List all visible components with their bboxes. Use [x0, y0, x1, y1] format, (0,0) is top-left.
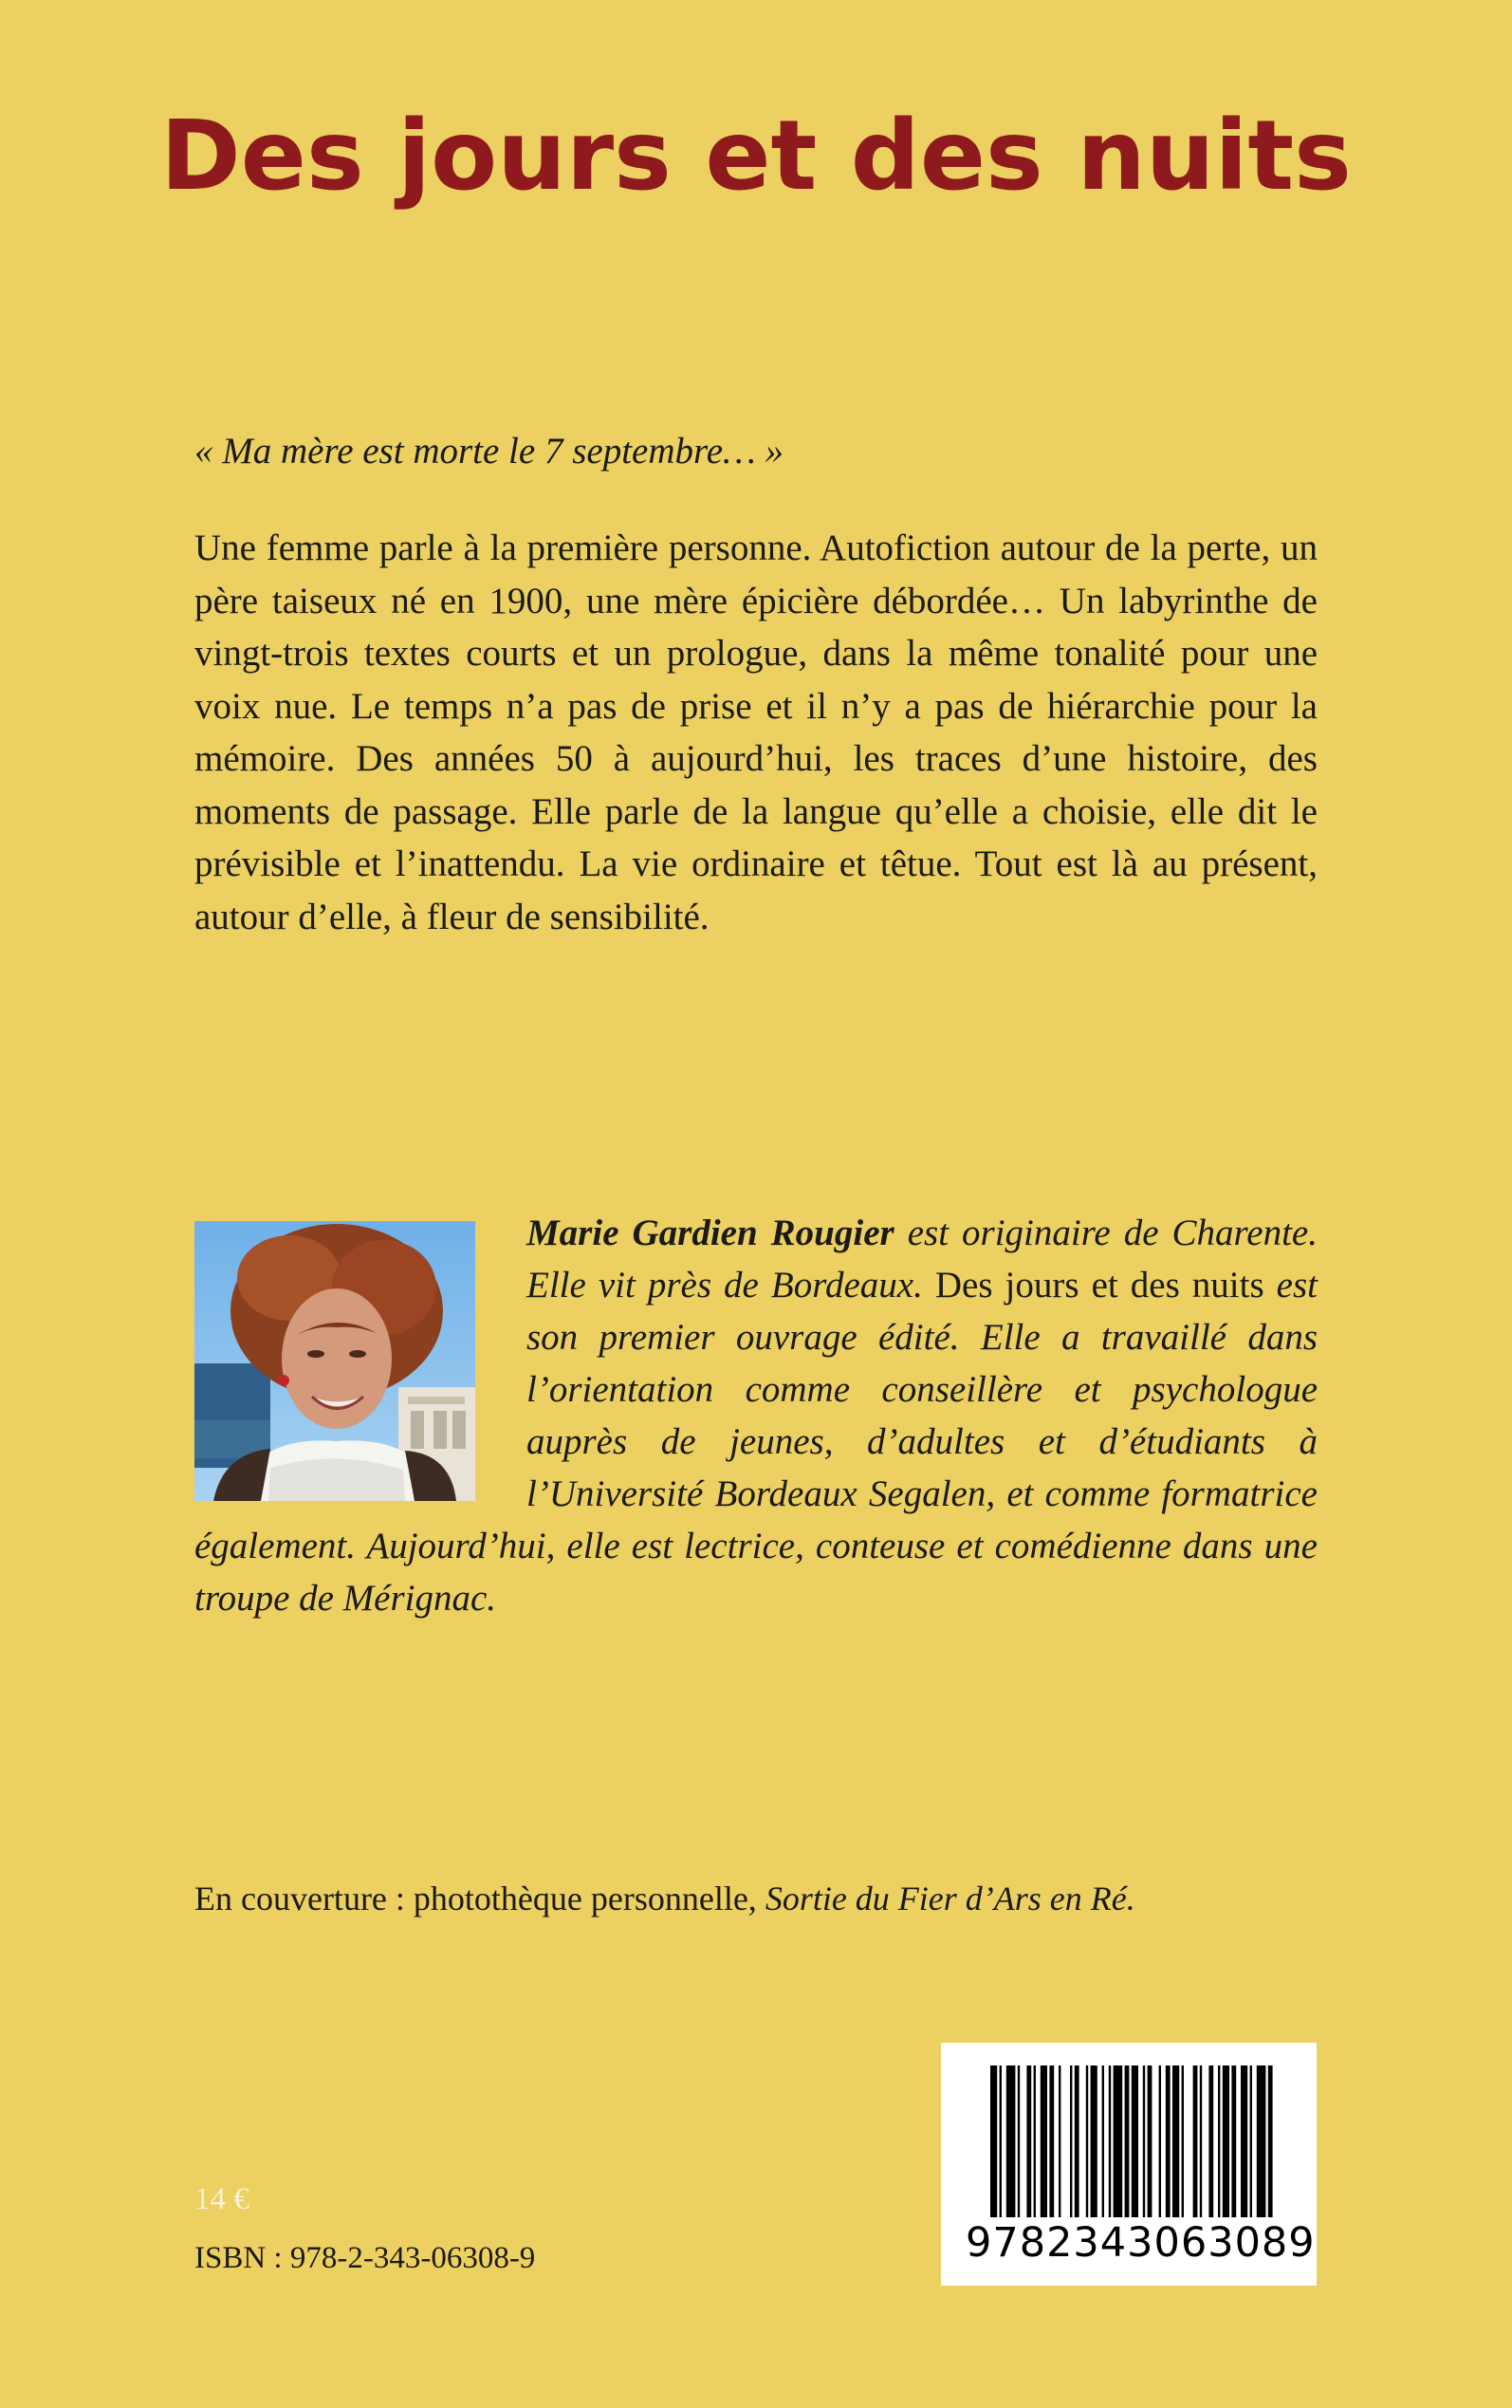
author-bio-book-title: Des jours et des nuits	[934, 1265, 1264, 1306]
barcode-bar	[1250, 2065, 1252, 2217]
barcode-bar	[1182, 2065, 1184, 2217]
photo-spacer	[194, 1207, 526, 1520]
barcode-bar	[1018, 2065, 1020, 2217]
barcode-bar	[1000, 2065, 1002, 2217]
cover-credit	[194, 1875, 1135, 1922]
barcode-bar	[1086, 2065, 1088, 2217]
credit-prefix: En couverture : photothèque personnelle,	[194, 1880, 765, 1917]
barcode	[941, 2043, 1317, 2286]
barcode-bar	[1268, 2065, 1273, 2217]
author-bio-part2: est son premier ouvrage édité. Elle a travaillé dans l’orientation comme conseillère et psychologue auprès de jeunes, d’adultes et d’étudiants à l’Université Bordeaux Segalen, et comme formatrice également. Aujourd’hui, elle est lectrice, conteuse et comédienne dans une troupe de Mérignac.	[194, 1265, 1318, 1619]
barcode-bar	[1070, 2065, 1072, 2217]
author-name: Marie Gardien Rougier	[526, 1213, 894, 1253]
barcode-bar	[1218, 2065, 1220, 2217]
barcode-bar	[1143, 2065, 1145, 2217]
barcode-bars	[990, 2065, 1275, 2217]
barcode-bar	[1049, 2065, 1054, 2217]
barcode-bar	[1026, 2065, 1031, 2217]
book-blurb: Une femme parle à la première personne. Autofiction autour de la perte, un père taiseux né en 1900, une mère épicière débordée… Un labyrinthe de vingt-trois textes courts et un prologue, dans la même tonalité pour une voix nue. Le temps n’a pas de prise et il n’y a pas de hiérarchie pour la mémoire. Des années 50 à aujourd’hui, les traces d’une histoire, des moments de passage. Elle parle de la langue qu’elle a choisie, elle dit le prévisible et l’inattendu. La vie ordinaire et têtue. Tout est là au présent, autour d’elle, à fleur de sensibilité.	[194, 528, 1318, 937]
price: 14 €	[194, 2182, 249, 2216]
barcode-bar	[1059, 2065, 1060, 2217]
author-bio-part1: est originaire de Charente. Elle vit près de Bordeaux.	[526, 1213, 1318, 1306]
barcode-bar	[1193, 2065, 1198, 2217]
barcode-bar	[990, 2065, 997, 2217]
barcode-bar	[1034, 2065, 1036, 2217]
book-title: Des jours et des nuits	[160, 100, 1352, 213]
barcode-bar	[1041, 2065, 1047, 2217]
barcode-bar	[1125, 2065, 1130, 2217]
barcode-digits: 9782343063089	[966, 2219, 1316, 2267]
barcode-bar	[1091, 2065, 1097, 2217]
barcode-bar	[1114, 2065, 1123, 2217]
barcode-bar	[1132, 2065, 1138, 2217]
barcode-bar	[1075, 2065, 1079, 2217]
barcode-bar	[1223, 2065, 1229, 2217]
credit-title: Sortie du Fier d’Ars en Ré.	[765, 1880, 1135, 1917]
barcode-bar	[1208, 2065, 1213, 2217]
barcode-bar	[1102, 2065, 1104, 2217]
barcode-bar	[1231, 2065, 1236, 2217]
barcode-bar	[1172, 2065, 1179, 2217]
barcode-bar	[1241, 2065, 1247, 2217]
author-bio	[194, 1207, 1318, 1624]
barcode-bar	[1200, 2065, 1202, 2217]
barcode-bar	[1166, 2065, 1171, 2217]
barcode-bar	[1257, 2065, 1266, 2217]
barcode-bar	[1006, 2065, 1016, 2217]
barcode-bar	[1148, 2065, 1152, 2217]
isbn: ISBN : 978-2-343-06308-9	[194, 2241, 536, 2275]
opening-quote: « Ma mère est morte le 7 septembre… »	[194, 431, 784, 472]
barcode-bar	[1159, 2065, 1161, 2217]
barcode-bar	[1109, 2065, 1111, 2217]
